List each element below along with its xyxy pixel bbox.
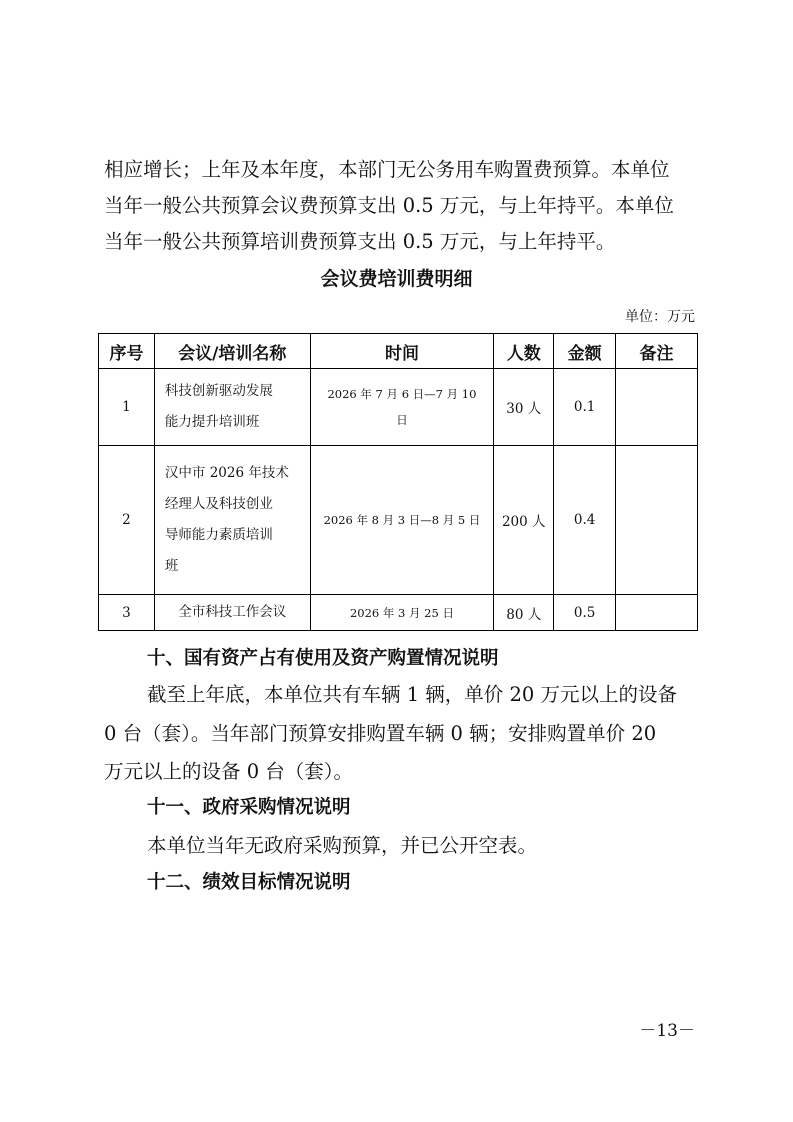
table-row xyxy=(99,369,698,446)
cell-note xyxy=(616,446,698,595)
cell-no: 3 xyxy=(99,595,155,631)
section-11-heading: 十一、政府采购情况说明 xyxy=(147,797,351,818)
cell-amount: 0.5 xyxy=(554,595,616,631)
intro-line-1: 相应增长；上年及本年度，本部门无公务用车购置费预算。本单位 xyxy=(104,158,670,181)
table-header-row xyxy=(99,334,698,369)
cell-time xyxy=(310,446,494,595)
section-10-line-3: 万元以上的设备 0 台（套）。 xyxy=(104,760,354,783)
section-10-heading: 十、国有资产占有使用及资产购置情况说明 xyxy=(147,648,499,669)
cell-name xyxy=(154,595,310,631)
section-10-line-1: 截至上年底，本单位共有车辆 1 辆，单价 20 万元以上的设备 xyxy=(147,683,678,706)
cell-name-line: 全市科技工作会议 xyxy=(178,604,287,620)
cell-no: 2 xyxy=(99,446,155,595)
section-10-line-2: 0 台（套）。当年部门预算安排购置车辆 0 辆；安排购置单价 20 xyxy=(104,722,657,745)
cell-people: 30 人 xyxy=(494,369,554,446)
meeting-training-fee-table xyxy=(98,333,698,631)
cell-name xyxy=(154,446,310,595)
cell-time-line: 2026 年 3 月 25 日 xyxy=(349,605,454,620)
intro-line-3: 当年一般公共预算培训费预算支出 0.5 万元，与上年持平。 xyxy=(104,230,616,253)
cell-note xyxy=(616,595,698,631)
cell-people: 80 人 xyxy=(494,595,554,631)
table-title: 会议费培训费明细 xyxy=(320,268,473,290)
header-time: 时间 xyxy=(310,334,494,369)
cell-time-line: 2026 年 7 月 6 日—7 月 10 xyxy=(327,387,477,401)
section-12-heading: 十二、绩效目标情况说明 xyxy=(147,872,351,893)
header-amount: 金额 xyxy=(554,334,616,369)
cell-name-line: 经理人及科技创业 xyxy=(164,496,273,512)
table-unit-label: 单位：万元 xyxy=(625,309,695,325)
section-11-line: 本单位当年无政府采购预算，并已公开空表。 xyxy=(147,834,538,857)
table-row xyxy=(99,446,698,595)
intro-line-2: 当年一般公共预算会议费预算支出 0.5 万元，与上年持平。本单位 xyxy=(104,194,674,217)
cell-amount: 0.1 xyxy=(554,369,616,446)
header-note: 备注 xyxy=(616,334,698,369)
cell-note xyxy=(616,369,698,446)
header-name: 会议/培训名称 xyxy=(154,334,310,369)
header-people: 人数 xyxy=(494,334,554,369)
cell-name-line: 班 xyxy=(164,558,179,574)
cell-name-line: 汉中市 2026 年技术 xyxy=(164,465,289,481)
cell-name-line: 科技创新驱动发展 xyxy=(164,383,273,399)
page-number: －13－ xyxy=(639,1021,695,1041)
cell-time-line: 日 xyxy=(396,413,408,427)
cell-people: 200 人 xyxy=(494,446,554,595)
cell-amount: 0.4 xyxy=(554,446,616,595)
cell-time-line: 2026 年 8 月 3 日—8 月 5 日 xyxy=(323,513,481,527)
cell-no: 1 xyxy=(99,369,155,446)
header-no: 序号 xyxy=(99,334,155,369)
cell-name xyxy=(154,369,310,446)
table-row xyxy=(99,595,698,631)
intro-paragraph xyxy=(104,152,704,260)
cell-time xyxy=(310,595,494,631)
cell-name-line: 导师能力素质培训 xyxy=(164,527,273,543)
cell-name-line: 能力提升培训班 xyxy=(164,414,260,430)
cell-time xyxy=(310,369,494,446)
